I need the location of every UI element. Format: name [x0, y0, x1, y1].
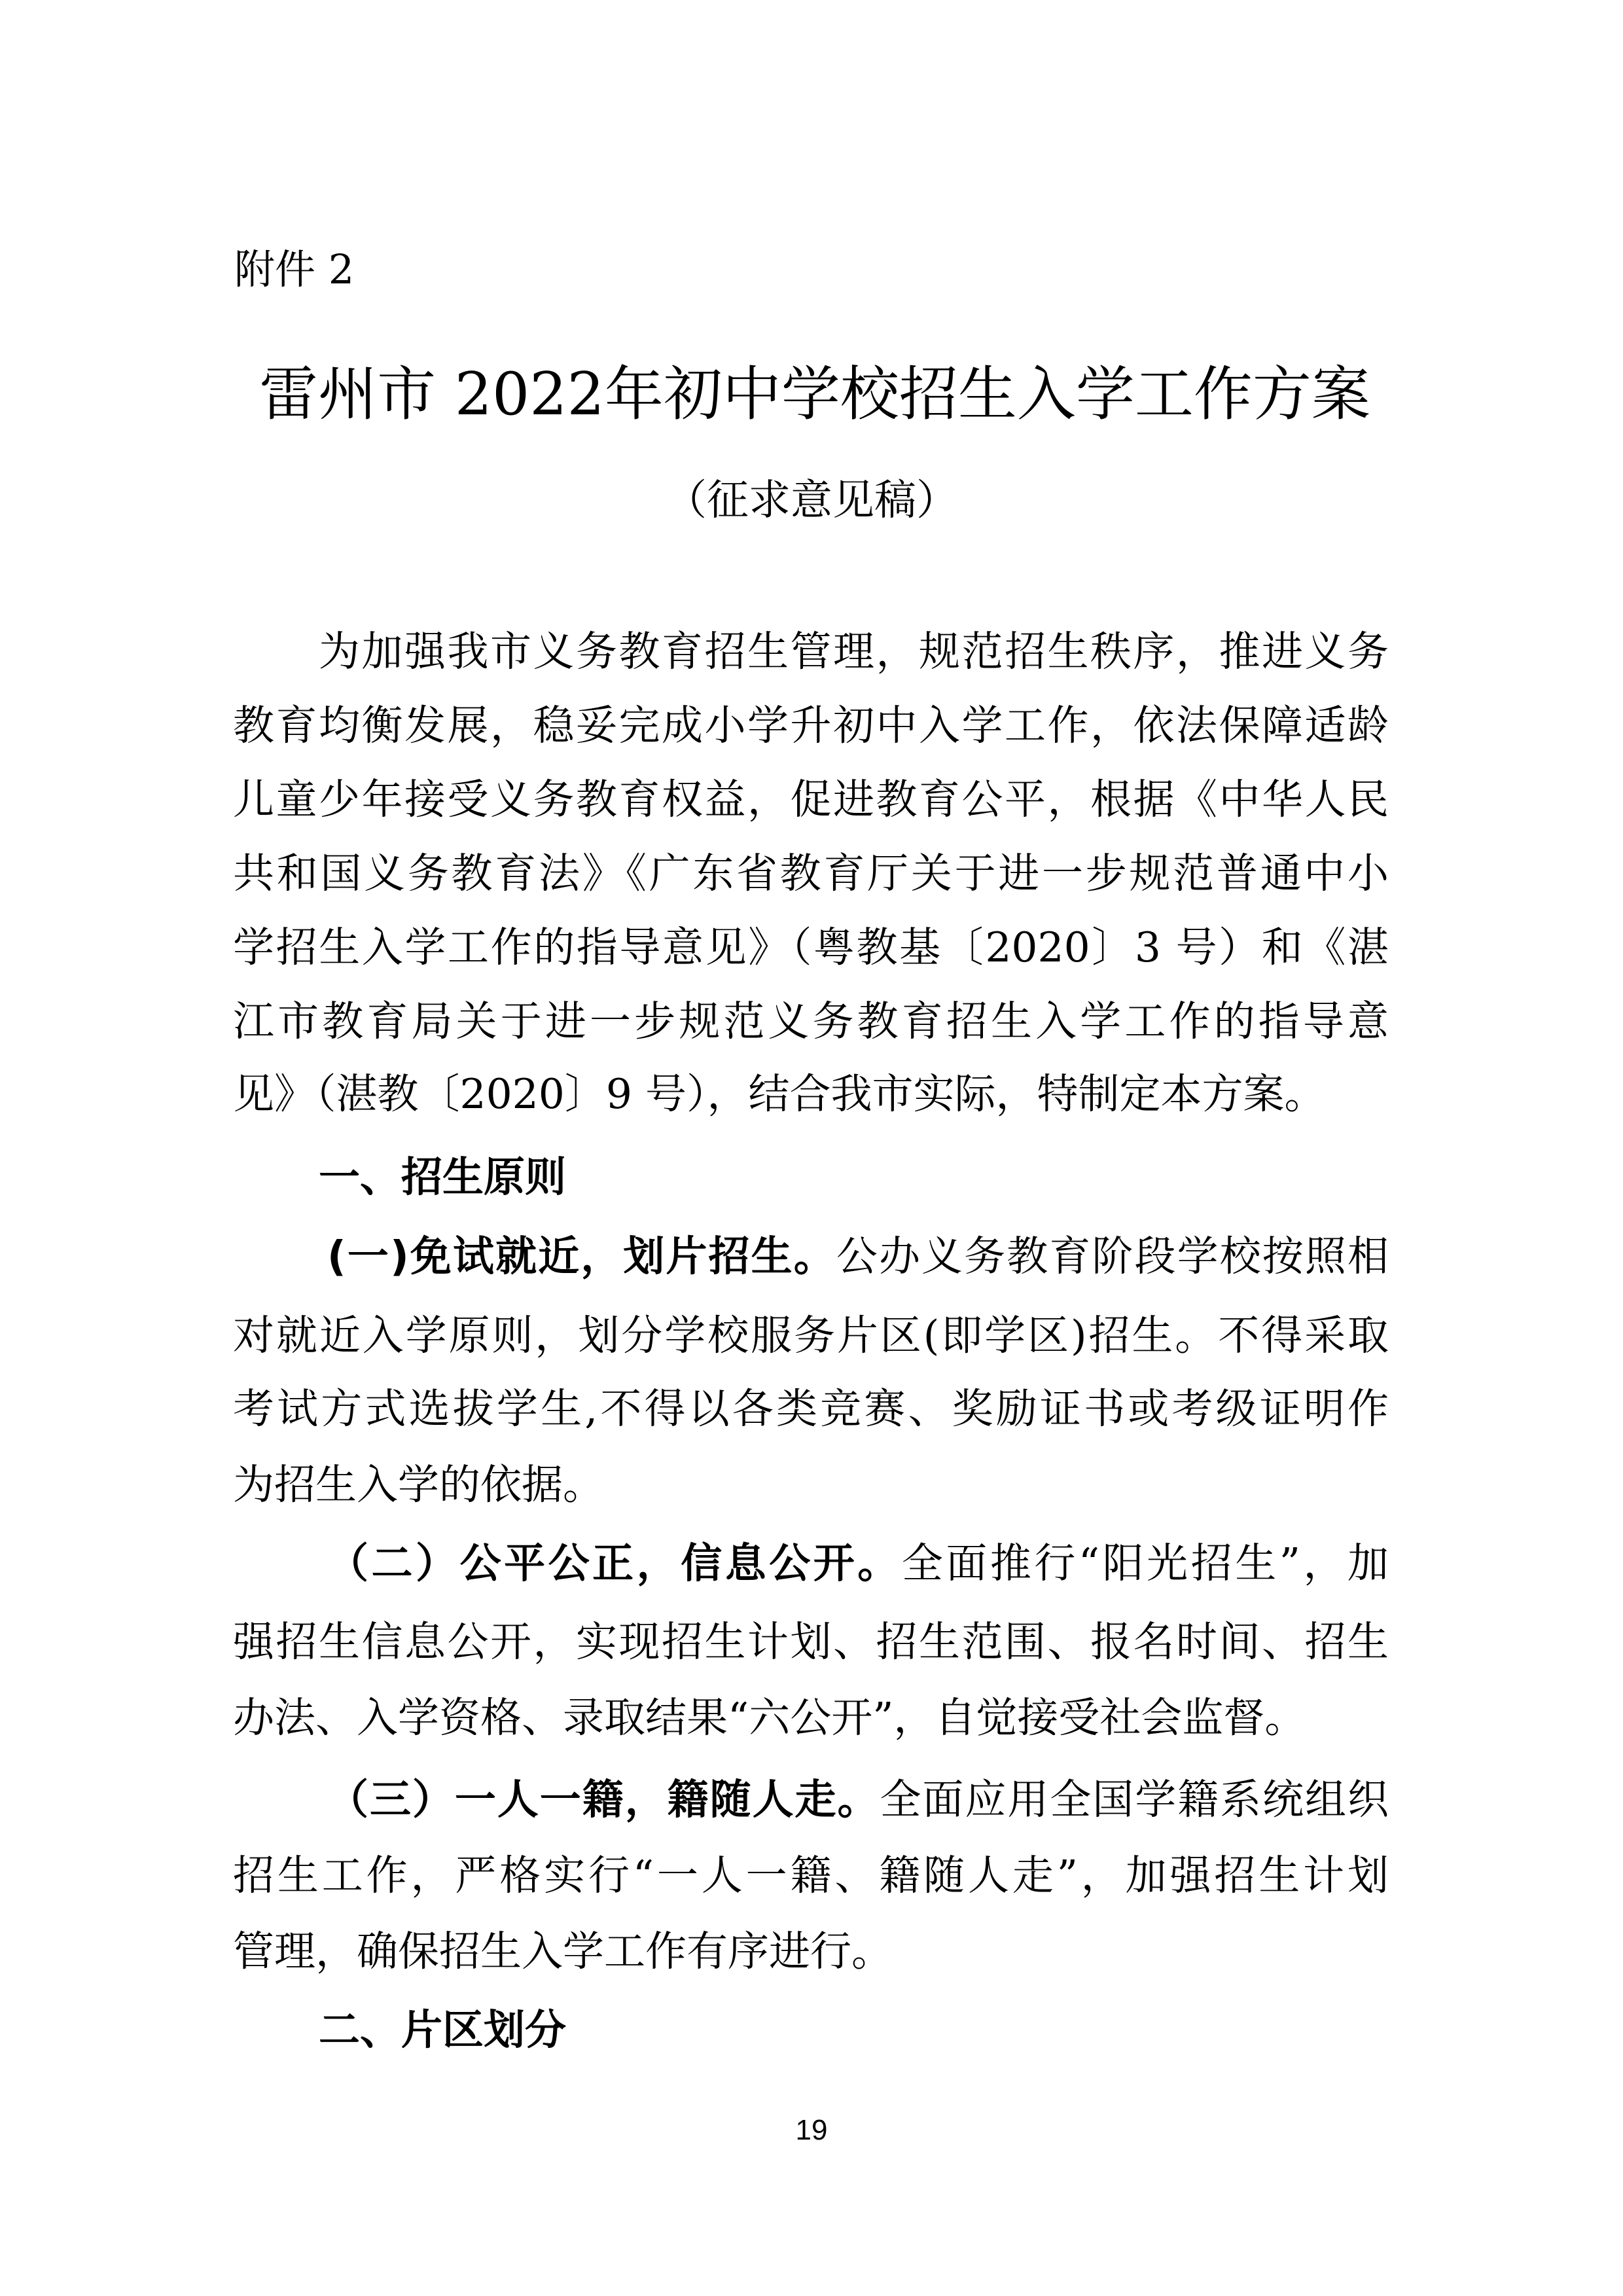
document-subtitle: （征求意见稿） — [665, 476, 958, 525]
section-heading-zone-division: 二、片区划分 — [319, 2006, 566, 2054]
attachment-label: 附件 2 — [234, 245, 355, 293]
item-line: 强招生信息公开，实现招生计划、招生范围、报名时间、招生 — [233, 1618, 1389, 1666]
intro-line: 学招生入学工作的指导意见》（粤教基〔2020〕3 号）和《湛 — [233, 924, 1389, 971]
item-line: 对就近入学原则，划分学校服务片区(即学区)招生。不得采取 — [233, 1312, 1389, 1359]
item-line: 为招生入学的依据。 — [233, 1461, 604, 1509]
intro-line: 教育均衡发展，稳妥完成小学升初中入学工作，依法保障适龄 — [233, 702, 1389, 749]
item-text: 全面应用全国学籍系统组织 — [880, 1776, 1389, 1823]
item-lead-title: （三）一人一籍，籍随人走。 — [327, 1776, 880, 1823]
intro-line: 为加强我市义务教育招生管理，规范招生秩序，推进义务 — [319, 628, 1389, 675]
item-lead-title: (一)免试就近，划片招生。 — [327, 1232, 836, 1280]
item-line: 管理，确保招生入学工作有序进行。 — [233, 1928, 893, 1975]
document-title: 雷州市 2022年初中学校招生入学工作方案 — [259, 360, 1370, 429]
intro-line: 见》（湛教〔2020〕9 号），结合我市实际，特制定本方案。 — [233, 1070, 1326, 1118]
intro-line: 江市教育局关于进一步规范义务教育招生入学工作的指导意 — [233, 997, 1389, 1045]
page-number: 19 — [795, 2114, 828, 2146]
item-line: 办法、入学资格、录取结果“六公开”，自觉接受社会监督。 — [233, 1694, 1306, 1742]
item-lead-title: （二）公平公正，信息公开。 — [327, 1539, 902, 1587]
section-heading-enrollment-principles: 一、招生原则 — [319, 1153, 566, 1201]
intro-line: 共和国义务教育法》《广东省教育厅关于进一步规范普通中小 — [233, 850, 1389, 897]
item-text: 公办义务教育阶段学校按照相 — [836, 1232, 1389, 1280]
item-first-line — [327, 1227, 1389, 1286]
intro-line: 儿童少年接受义务教育权益，促进教育公平，根据《中华人民 — [233, 776, 1389, 823]
item-line: 招生工作，严格实行“一人一籍、籍随人走”，加强招生计划 — [233, 1852, 1389, 1899]
item-text: 全面推行“阳光招生”，加 — [901, 1539, 1389, 1587]
item-first-line — [327, 1534, 1389, 1593]
item-line: 考试方式选拔学生,不得以各类竞赛、奖励证书或考级证明作 — [233, 1385, 1389, 1433]
item-first-line — [327, 1770, 1389, 1829]
